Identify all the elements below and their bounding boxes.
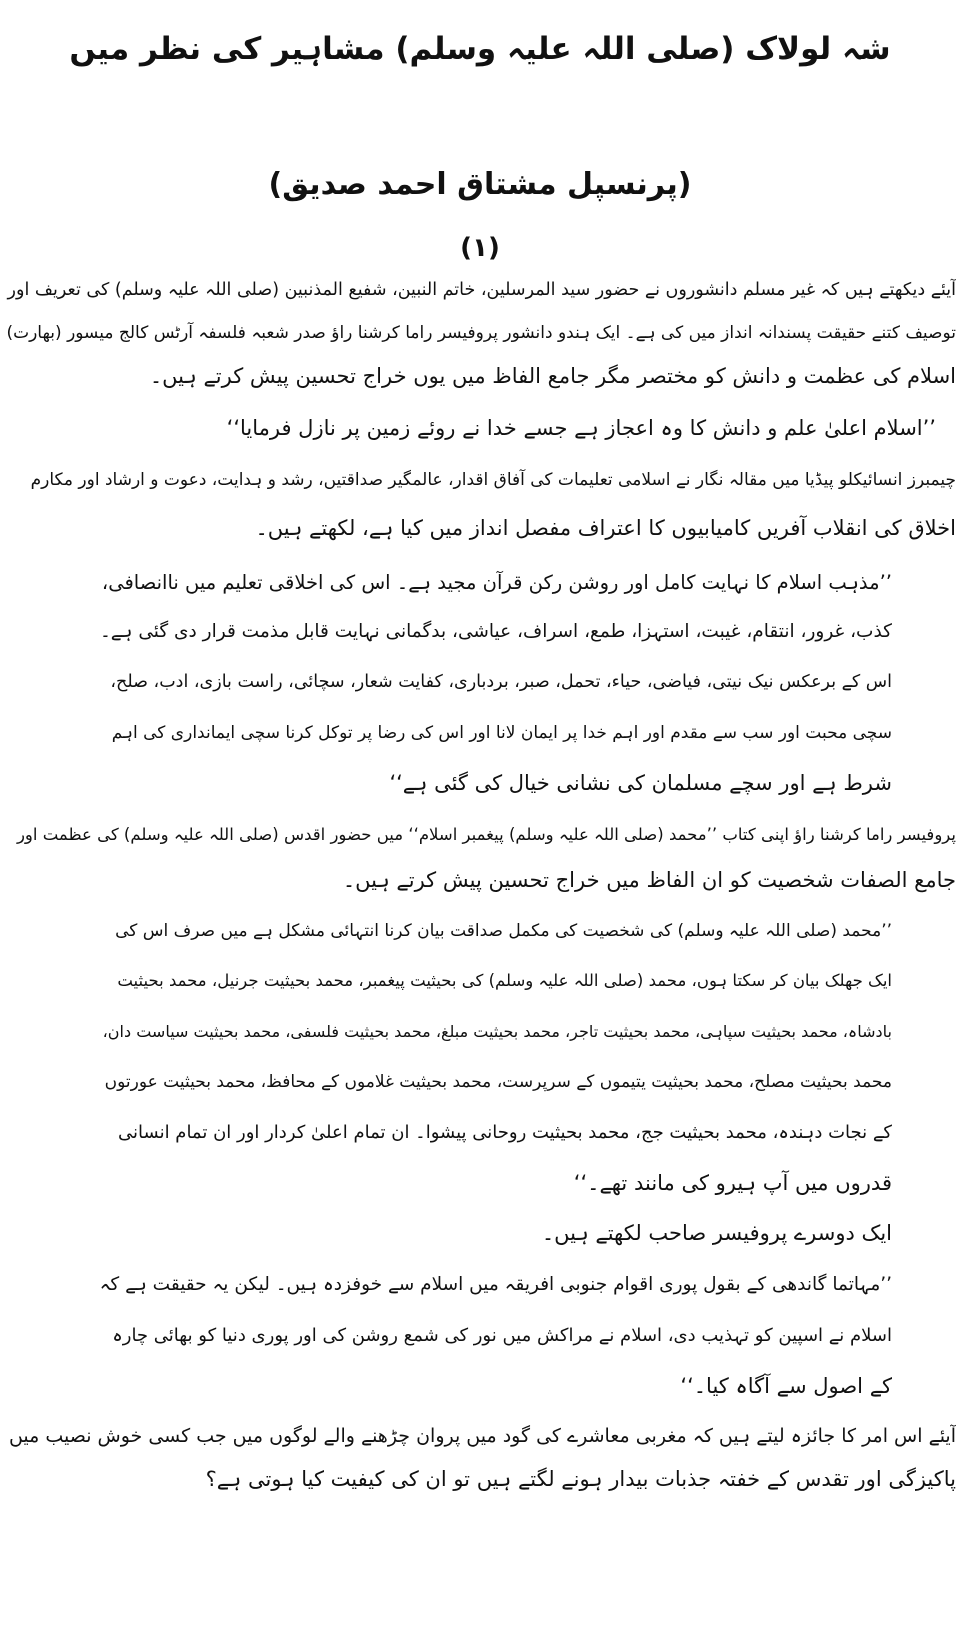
quote-line: اس کے برعکس نیک نیتی، فیاضی، حیاء، تحمل، صبر، بردباری، کفایت شعار، سچائی، راست بازی، ادب، صلح، <box>110 672 892 692</box>
paragraph-line: چیمبرز انسائیکلو پیڈیا میں مقالہ نگار نے اسلامی تعلیمات کی آفاق اقدار، عالمگیر صداقتیں، رشد و ہدایت، دعوت و ارشاد اور مکارم <box>30 470 956 490</box>
paragraph-line: پاکیزگی اور تقدس کے خفتہ جذبات بیدار ہونے لگتے ہیں تو ان کی کیفیت کیا ہوتی ہے؟ <box>205 1467 956 1491</box>
section-number: (۱) <box>460 233 500 263</box>
paragraph-line: جامع الصفات شخصیت کو ان الفاظ میں خراج تحسین پیش کرتے ہیں۔ <box>342 868 956 892</box>
quote-line: ’’مہاتما گاندھی کے بقول پوری اقوام جنوبی افریقہ میں اسلام سے خوفزدہ ہیں۔ لیکن یہ حقیقت ہے کہ <box>100 1274 892 1295</box>
paragraph-line: اسلام کی عظمت و دانش کو مختصر مگر جامع الفاظ میں یوں خراج تحسین پیش کرتے ہیں۔ <box>149 364 956 388</box>
quote-line: قدروں میں آپ ہیرو کی مانند تھے۔‘‘ <box>573 1171 892 1195</box>
quote-line: محمد بحیثیت مصلح، محمد بحیثیت یتیموں کے سرپرست، محمد بحیثیت غلاموں کے محافظ، محمد بحیثیت عورتوں <box>104 1072 892 1092</box>
paragraph-line: توصیف کتنے حقیقت پسندانہ انداز میں کی ہے۔ ایک ہندو دانشور پروفیسر راما کرشنا راؤ صدر شعبہ فلسفہ آرٹس کالج میسور (بھارت) <box>6 323 956 343</box>
article-title: شہ لولاک (صلی اللہ علیہ وسلم) مشاہیر کی نظر میں <box>69 31 891 67</box>
quote-line: ’’اسلام اعلیٰ علم و دانش کا وہ اعجاز ہے جسے خدا نے روئے زمین پر نازل فرمایا‘‘ <box>226 416 936 440</box>
quote-line: بادشاہ، محمد بحیثیت سپاہی، محمد بحیثیت تاجر، محمد بحیثیت مبلغ، محمد بحیثیت فلسفی، محمد بحیثیت سیاست دان، <box>102 1022 892 1041</box>
paragraph-line: آیئے اس امر کا جائزہ لیتے ہیں کہ مغربی معاشرے کی گود میں پروان چڑھنے والے لوگوں میں جب کسی خوش نصیب میں <box>8 1425 956 1447</box>
quote-line: سچی محبت اور سب سے مقدم اور اہم خدا پر ایمان لانا اور اس کی رضا پر توکل کرنا سچی ایمانداری کی اہم <box>111 723 892 743</box>
article-author: (پرنسپل مشتاق احمد صدیق) <box>268 167 692 202</box>
quote-line: کے نجات دہندہ، محمد بحیثیت جج، محمد بحیثیت روحانی پیشوا۔ ان تمام اعلیٰ کردار اور ان تمام انسانی <box>118 1122 892 1143</box>
quote-line: اسلام نے اسپین کو تہذیب دی، اسلام نے مراکش میں نور کی شمع روشن کی اور پوری دنیا کو بھائی چارہ <box>112 1325 892 1346</box>
quote-line: ایک جھلک بیان کر سکتا ہوں، محمد (صلی اللہ علیہ وسلم) کی بحیثیت پیغمبر، محمد بحیثیت جرنیل، محمد بحیثیت <box>117 971 892 990</box>
quote-line: ’’مذہب اسلام کا نہایت کامل اور روشن رکن قرآن مجید ہے۔ اس کی اخلاقی تعلیم میں ناانصافی، <box>101 571 892 594</box>
paragraph-line: پروفیسر راما کرشنا راؤ اپنی کتاب ’’محمد (صلی اللہ علیہ وسلم) پیغمبر اسلام‘‘ میں حضور اقدس (صلی اللہ علیہ وسلم) کی عظمت اور <box>16 825 956 844</box>
quote-line: کذب، غرور، انتقام، غیبت، استہزا، طمع، اسراف، عیاشی، بدگمانی نہایت قابل مذمت قرار دی گئی ہے۔ <box>100 621 892 642</box>
paragraph-line: آیئے دیکھتے ہیں کہ غیر مسلم دانشوروں نے حضور سید المرسلین، خاتم النبین، شفیع المذنبین (صلی اللہ علیہ وسلم) کی تعریف اور <box>7 280 956 300</box>
paragraph-line: ایک دوسرے پروفیسر صاحب لکھتے ہیں۔ <box>541 1221 892 1245</box>
paragraph-line: اخلاق کی انقلاب آفریں کامیابیوں کا اعتراف مفصل انداز میں کیا ہے، لکھتے ہیں۔ <box>255 516 956 540</box>
quote-line: شرط ہے اور سچے مسلمان کی نشانی خیال کی گئی ہے‘‘ <box>389 771 892 795</box>
quote-line: ’’محمد (صلی اللہ علیہ وسلم) کی شخصیت کی مکمل صداقت بیان کرنا انتہائی مشکل ہے میں صرف اس کی <box>115 921 892 941</box>
quote-line: کے اصول سے آگاہ کیا۔‘‘ <box>680 1374 892 1398</box>
